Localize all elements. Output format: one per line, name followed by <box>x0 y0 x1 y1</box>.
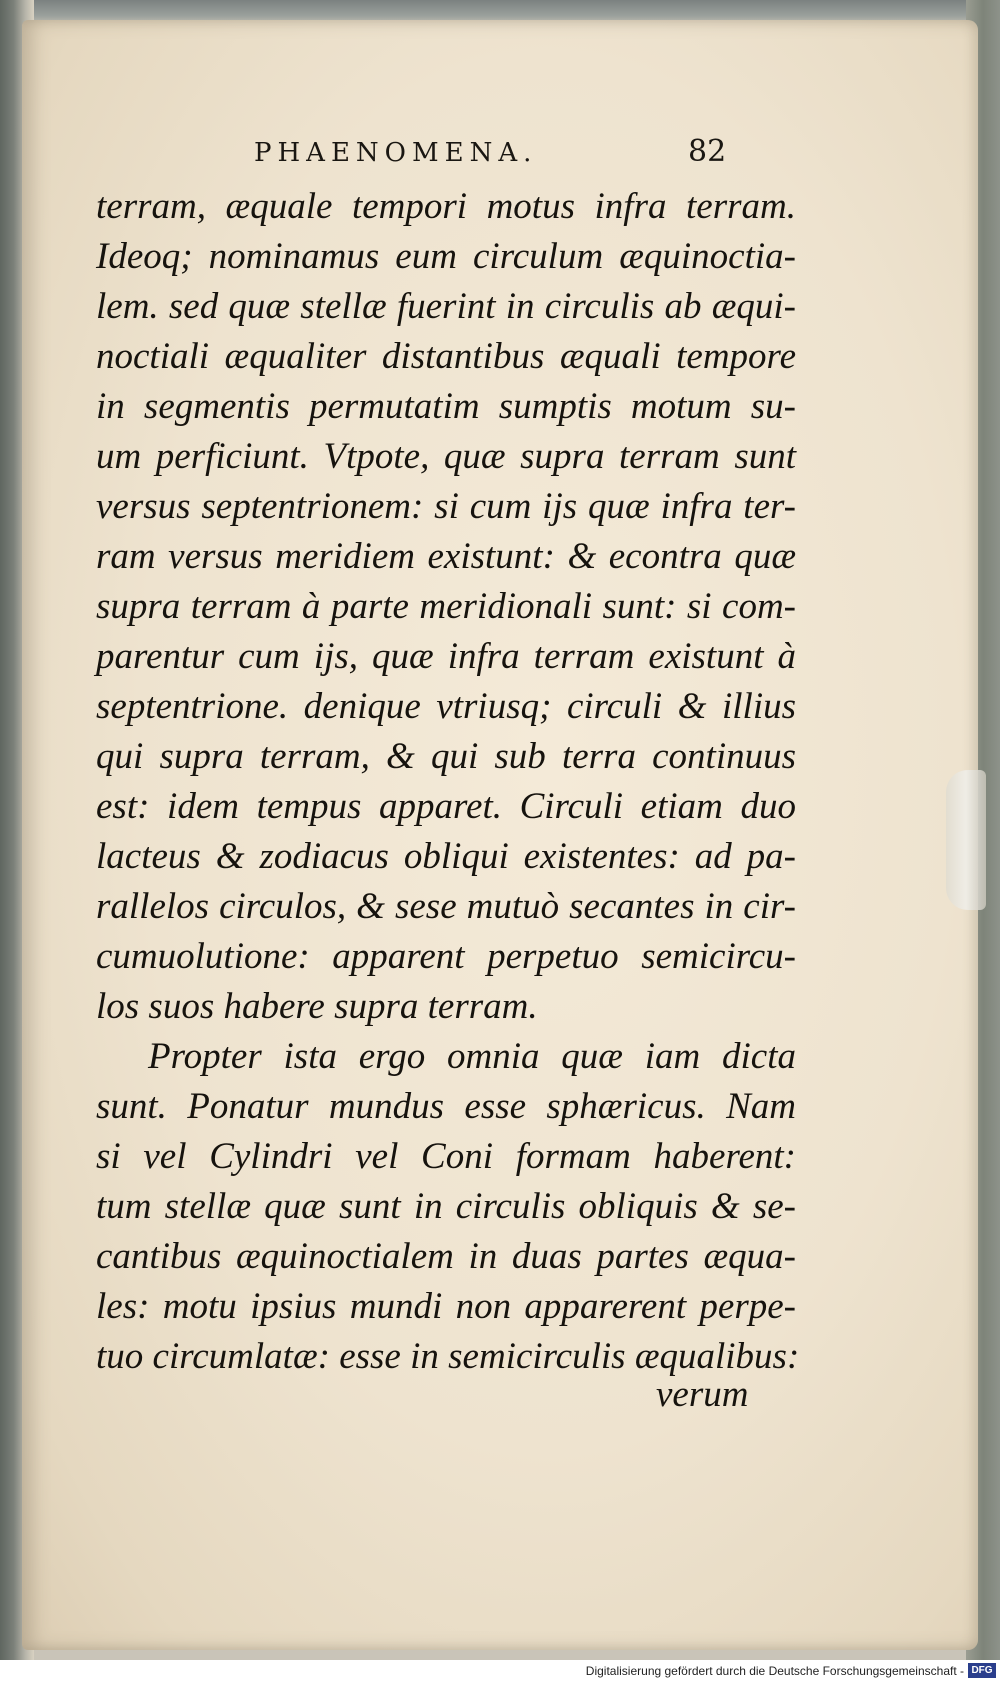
text-line: in segmentis permutatim sumptis motum su- <box>96 386 796 427</box>
text-line: lacteus & zodiacus obliqui existentes: ad pa- <box>96 836 796 877</box>
text-line: est: idem tempus apparet. Circuli etiam duo <box>96 786 796 827</box>
text-line: cantibus æquinoctialem in duas partes æqua- <box>96 1236 796 1277</box>
text-line: tuo circumlatæ: esse in semicirculis æqualibus: <box>96 1336 800 1377</box>
text-line: qui supra terram, & qui sub terra continuus <box>96 736 796 777</box>
running-title: PHAENOMENA. <box>254 138 538 168</box>
text-line: lem. sed quæ stellæ fuerint in circulis ab æqui- <box>96 286 796 327</box>
digitization-credit: Digitalisierung gefördert durch die Deutsche Forschungsgemeinschaft - <box>585 1664 964 1678</box>
text-line: noctiali æqualiter distantibus æquali tempore <box>96 336 796 377</box>
page-number: 82 <box>688 134 727 169</box>
text-line: ram versus meridiem existunt: & econtra quæ <box>96 536 796 577</box>
text-line: versus septentrionem: si cum ijs quæ infra ter- <box>96 486 796 527</box>
text-line: tum stellæ quæ sunt in circulis obliquis & se- <box>96 1186 796 1227</box>
text-line: rallelos circulos, & sese mutuò secantes in cir- <box>96 886 796 927</box>
text-line: Ideoq; nominamus eum circulum æquinoctia- <box>96 236 796 277</box>
text-line: los suos habere supra terram. <box>96 986 538 1027</box>
text-line: septentrione. denique vtriusq; circuli & illius <box>96 686 796 727</box>
text-line: cumuolutione: apparent perpetuo semicircu- <box>96 936 796 977</box>
text-line: si vel Cylindri vel Coni formam haberent: <box>96 1136 796 1177</box>
footer-bar <box>0 1660 1000 1683</box>
text-line: parentur cum ijs, quæ infra terram existunt à <box>96 636 796 677</box>
text-block <box>96 182 800 1382</box>
text-line: um perficiunt. Vtpote, quæ supra terram sunt <box>96 436 796 477</box>
catchword: verum <box>656 1374 749 1415</box>
text-line: terram, æquale tempori motus infra terram. <box>96 186 796 227</box>
text-line: Propter ista ergo omnia quæ iam dicta <box>148 1036 796 1077</box>
text-line: supra terram à parte meridionali sunt: si com- <box>96 586 796 627</box>
page-clip <box>946 770 986 910</box>
text-line: les: motu ipsius mundi non apparerent perpe- <box>96 1286 796 1327</box>
text-line: sunt. Ponatur mundus esse sphæricus. Nam <box>96 1086 796 1127</box>
dfg-logo: DFG <box>968 1663 996 1678</box>
